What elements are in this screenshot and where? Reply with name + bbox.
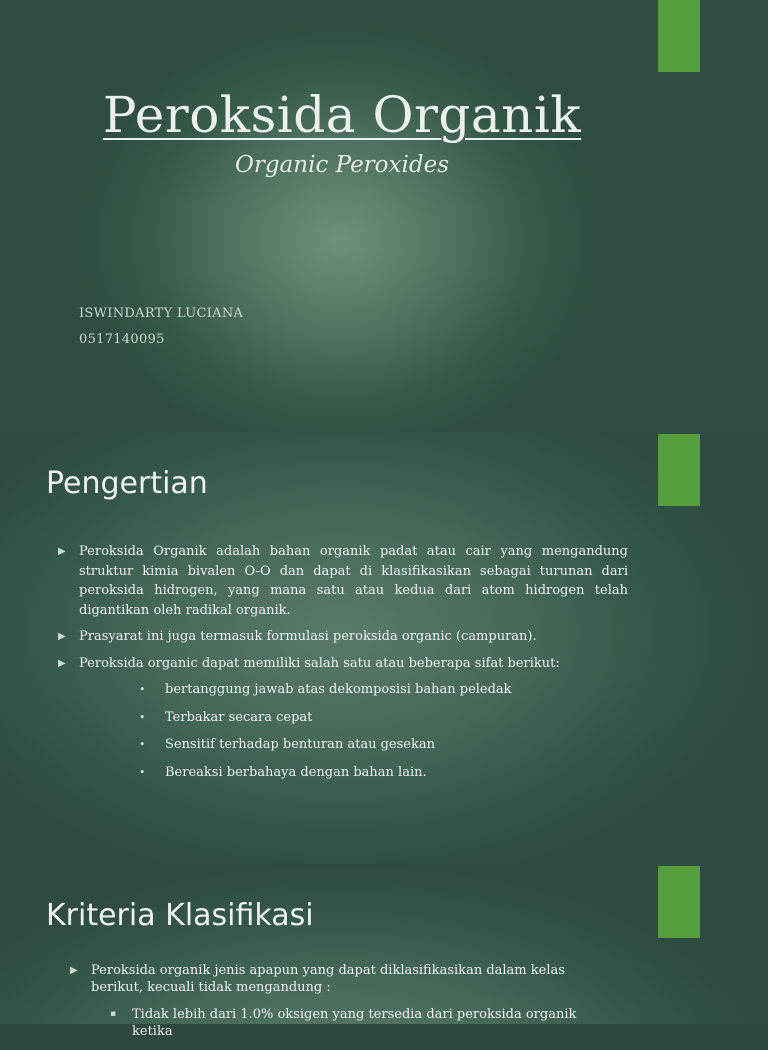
triangle-right-icon: ▶: [58, 546, 66, 557]
sub-list: [58, 680, 628, 782]
square-bullet-icon: ▪: [110, 1009, 117, 1019]
sub-list-item-text: bertanggung jawab atas dekomposisi bahan peledak: [165, 682, 512, 697]
accent-bar: [658, 434, 700, 506]
student-id: 0517140095: [79, 332, 165, 347]
dot-icon: •: [139, 765, 146, 779]
slide-heading: Pengertian: [46, 466, 208, 501]
dot-icon: •: [139, 710, 146, 724]
bullet-list: [70, 962, 615, 1050]
triangle-right-icon: ▶: [58, 631, 66, 642]
slide-heading: Kriteria Klasifikasi: [46, 898, 314, 933]
definition-slide: [0, 432, 768, 864]
list-item-text: Prasyarat ini juga termasuk formulasi peroksida organic (campuran).: [79, 629, 537, 644]
triangle-right-icon: ▶: [58, 657, 66, 669]
sub-list-item-text: Bereaksi berbahaya dengan bahan lain.: [165, 764, 427, 780]
sub-list-item: [139, 680, 628, 700]
dot-icon: •: [139, 683, 146, 696]
list-item: [58, 627, 628, 647]
dot-icon: •: [139, 738, 146, 751]
title-slide: [0, 0, 768, 432]
list-item-text: Peroksida organic dapat memiliki salah satu atau beberapa sifat berikut:: [79, 655, 560, 671]
list-item-text: Peroksida Organik adalah bahan organik padat atau cair yang mengandung struktur kimia bivalen O-O dan dapat di klasifikasikan sebagai turunan dari peroksida hidrogen, yang mana satu atau kedua dari atom hidrogen telah digantikan oleh radikal organik.: [79, 544, 628, 618]
list-item: [70, 962, 615, 996]
sub-list-container: [58, 680, 628, 782]
sub-list-item-text: Tidak lebih dari 1.0% oksigen yang tersedia dari peroksida organik ketika: [132, 1007, 577, 1039]
list-item: [58, 654, 628, 674]
author-name: ISWINDARTY LUCIANA: [79, 306, 244, 321]
sub-list-item-text: Terbakar secara cepat: [165, 709, 313, 725]
sub-list-item-text: Sensitif terhadap benturan atau gesekan: [165, 737, 435, 752]
sub-list-item: [139, 763, 628, 783]
bullet-list: [58, 542, 628, 790]
sub-list-item: [139, 708, 628, 728]
accent-bar: [658, 0, 700, 72]
list-item: [58, 542, 628, 620]
classification-slide: [0, 864, 768, 1039]
accent-bar: [658, 866, 700, 938]
sub-list-item: [139, 735, 628, 755]
triangle-right-icon: ▶: [70, 965, 78, 976]
list-item-text: Peroksida organik jenis apapun yang dapat diklasifikasikan dalam kelas berikut, kecuali tidak mengandung :: [91, 963, 565, 995]
slide-title: Peroksida Organik: [102, 86, 582, 144]
slide-subtitle: Organic Peroxides: [234, 152, 449, 178]
sub-list-item: [110, 1006, 615, 1040]
